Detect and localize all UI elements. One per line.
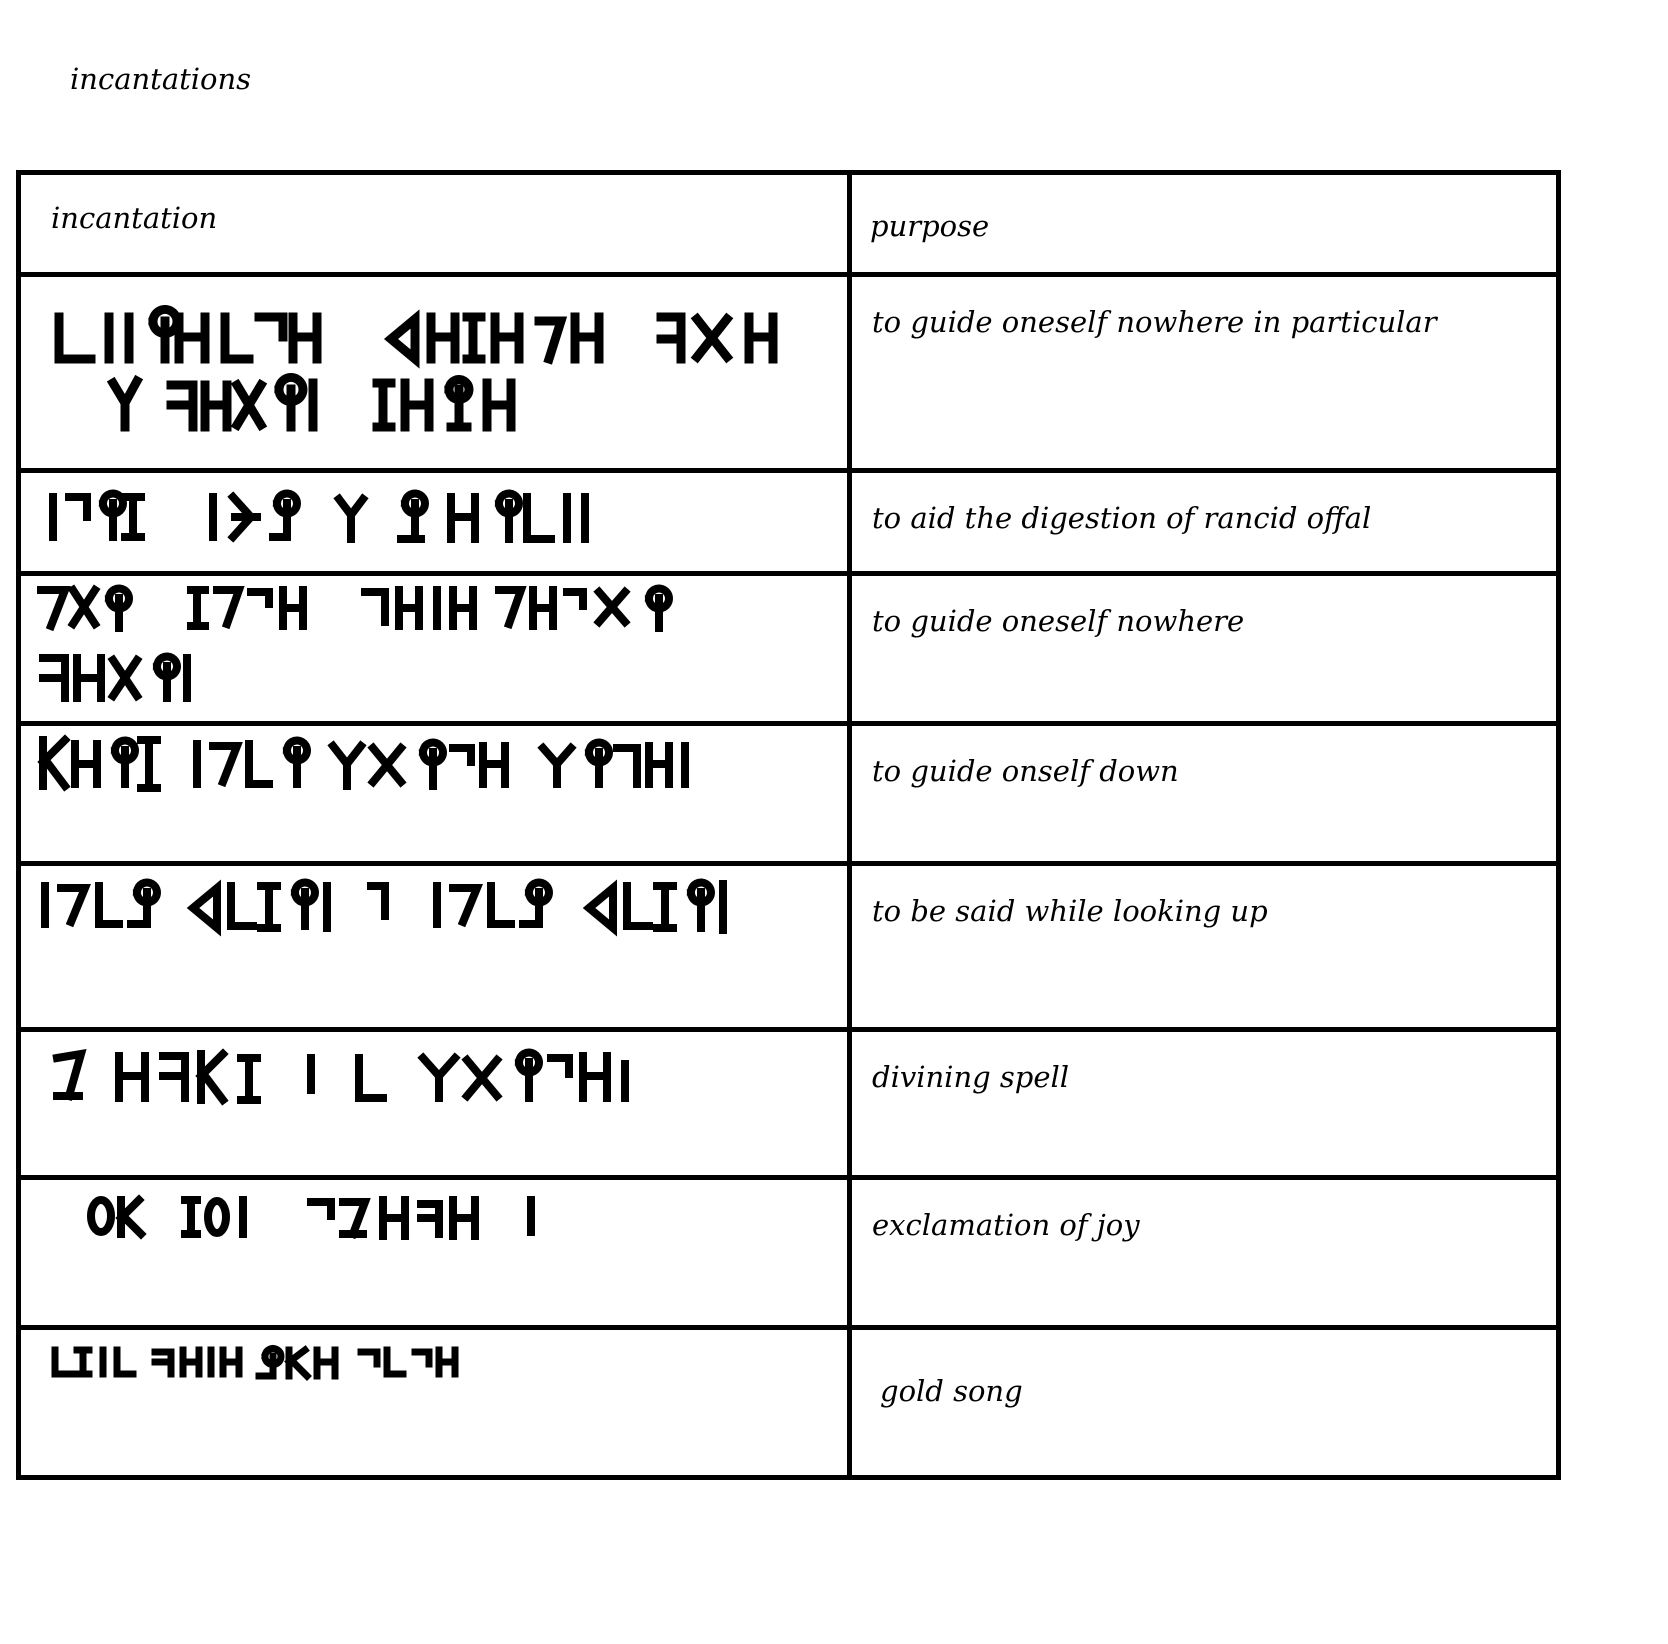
incantation-script-drawing <box>21 726 821 856</box>
purpose-cell <box>850 1030 1559 1178</box>
incantation-script-drawing <box>21 277 821 457</box>
header-incantation: incantation <box>51 201 218 235</box>
incantation-cell <box>19 275 850 471</box>
purpose-cell <box>850 724 1559 864</box>
header-cell-purpose <box>850 173 1559 275</box>
purpose-cell <box>850 1328 1559 1478</box>
purpose-cell <box>850 1178 1559 1328</box>
table-row <box>19 1030 1559 1178</box>
table-row <box>19 864 1559 1030</box>
incantation-script-drawing <box>21 473 821 568</box>
incantation-cell <box>19 1178 850 1328</box>
incantations-table <box>16 170 1561 1480</box>
table-row <box>19 1328 1559 1478</box>
purpose-text: to guide oneself nowhere <box>872 604 1245 638</box>
incantation-cell <box>19 1328 850 1478</box>
purpose-cell <box>850 574 1559 724</box>
header-purpose: purpose <box>870 209 990 243</box>
purpose-cell <box>850 275 1559 471</box>
table-row <box>19 1178 1559 1328</box>
purpose-text: to aid the digestion of rancid offal <box>872 501 1372 535</box>
table-row <box>19 275 1559 471</box>
incantation-script-drawing <box>21 1330 821 1470</box>
header-cell-incantation <box>19 173 850 275</box>
purpose-text: divining spell <box>872 1060 1070 1094</box>
incantation-cell <box>19 574 850 724</box>
incantation-cell <box>19 724 850 864</box>
incantation-cell <box>19 864 850 1030</box>
purpose-text: exclamation of joy <box>872 1208 1140 1242</box>
table-row <box>19 471 1559 574</box>
purpose-text: gold song <box>880 1374 1023 1408</box>
incantation-cell <box>19 471 850 574</box>
incantation-script-drawing <box>21 866 821 1022</box>
incantation-script-drawing <box>21 576 821 716</box>
table-header-row <box>19 173 1559 275</box>
incantation-script-drawing <box>21 1032 821 1172</box>
purpose-cell <box>850 864 1559 1030</box>
page-title: incantations <box>70 62 252 96</box>
incantation-script-drawing <box>21 1180 821 1320</box>
purpose-text: to be said while looking up <box>872 894 1268 928</box>
table-row <box>19 574 1559 724</box>
table-row <box>19 724 1559 864</box>
purpose-text: to guide onself down <box>872 754 1179 788</box>
purpose-cell <box>850 471 1559 574</box>
incantation-cell <box>19 1030 850 1178</box>
purpose-text: to guide oneself nowhere in particular <box>872 305 1437 339</box>
